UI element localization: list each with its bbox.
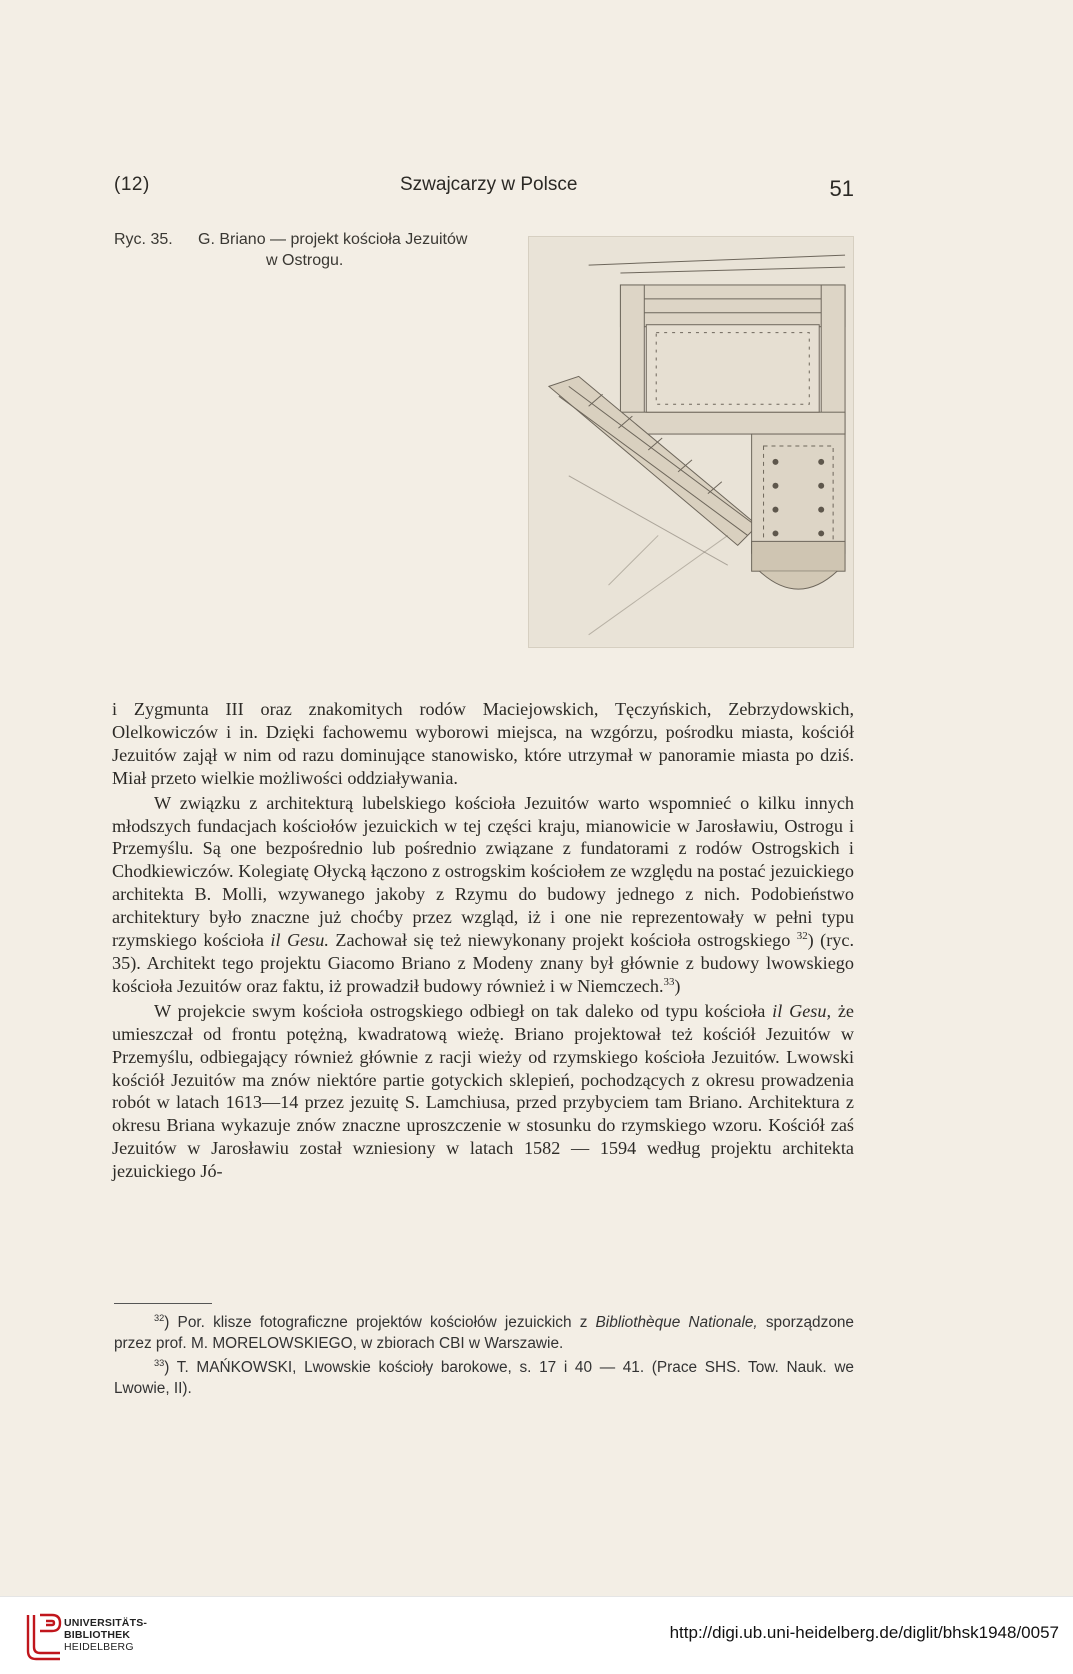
paragraph-3-italic: il Gesu, [772,1000,832,1021]
running-title: Szwajcarzy w Polsce [400,174,578,195]
footnote-rule [114,1303,212,1304]
paragraph-3-text-c: z racji wieży od rzymskiego kościoła Jezuitów. Lwowski kościół Jezuitów ma znów niektóre partie gotyckich sklepień, pochodzących z okresu prowadzenia robót w latach 1613—14 przez jezuitę S. Lamchiusa, przed przybyciem tam Briano. Architektura z okresu Briana wykazuje znów znaczne uproszczenie w stosunku do rzymskiego wzoru. Kościół zaś Jezuitów w Jarosławiu został wzniesiony w latach 1582 — 1594 według projektu architekta jezuickiego Jó- [112,1046,854,1182]
body-text [112,698,854,1183]
footnote-ref-33: 33 [663,975,675,988]
library-name-line-1: UNIVERSITÄTS- [64,1617,148,1629]
paragraph-3-text-b: że umieszczał od frontu potężną, kwadratową wieżę. Briano projektował też kościół Jezuitów w Przemyślu, odbiegający również głównie [112,1000,854,1067]
paragraph-2-italic: il Gesu. [270,930,329,951]
paragraph-2-text-c: ) (ryc. 35). Architekt tego projektu Giacomo Briano z Modeny znany był głównie z budowy lwowskiego kościoła Jezuitów oraz faktu, iż prowadził budowy również i w Niemczech. [112,930,854,996]
figure-number: Ryc. 35. [114,231,173,248]
paragraph-2-text-d: ) [674,975,681,996]
footnote-33-text: ) T. MAŃKOWSKI, Lwowskie kościoły barokowe, s. 17 i 40 — 41. (Prace SHS. Tow. Nauk. we Lwowie, II). [114,1359,854,1397]
paragraph-2-text: W związku z architekturą lubelskiego kościoła Jezuitów warto wspomnieć o kilku innych młodszych fundacjach kościołów jezuickich w tej części kraju, mianowicie w Jarosławiu, Ostrogu i Przemyślu. Są one bezpośrednio lub pośrednio związane z fundatorami z rodów Ostrogskich i Chodkiewiczów. Kolegiatę Ołycką łączono z ostrogskim kościołem ze względu na postać jezuickiego architekta B. Molli, wzywanego jakoby z Rzymu do budowy jednego z nich. Podobieństwo architektury było znaczne już choćby przez wzgląd, iż i one nie reprezentowały w pełni typu rzymskiego kościoła [112,792,854,951]
library-name [64,1617,147,1653]
footnote-32 [114,1312,854,1354]
library-logo-icon [22,1611,66,1663]
footnote-33-number: 33 [154,1357,165,1368]
footnote-32-italic: Bibliothèque Nationale, [595,1314,758,1331]
footnote-32-text-b: sporządzone przez prof. M. MORELOWSKIEGO, w zbiorach CBI w Warszawie. [114,1314,854,1352]
footnotes [114,1312,854,1399]
paragraph-3-text: W projekcie swym kościoła ostrogskiego odbiegł on tak daleko od typu kościoła [154,1000,766,1021]
library-name-line-2: BIBLIOTHEK [64,1629,131,1641]
church-plan-drawing [528,236,854,648]
paragraph-3 [112,1000,854,1183]
footnote-32-number: 32 [154,1312,165,1323]
paragraph-2-text-b: Zachował się też niewykonany projekt kościoła ostrogskiego [328,930,797,951]
paragraph-1: i Zygmunta III oraz znakomitych rodów Maciejowskich, Tęczyńskich, Zebrzydowskich, Olelkowiczów i in. Dzięki fachowemu wyborowi miejsca, na wzgórzu, pośrodku miasta, kościół Jezuitów zajął w nim od razu dominujące stanowisko, które utrzymał w panoramie miasta po dziś. Miał przeto wielkie możliwości oddziaływania. [112,699,854,788]
library-name-line-3: HEIDELBERG [64,1641,134,1653]
floor-plan-illustration [529,237,853,647]
footnote-33 [114,1357,854,1399]
permalink-url[interactable]: http://digi.ub.uni-heidelberg.de/diglit/bhsk1948/0057 [669,1623,1059,1642]
running-header [114,174,854,204]
figure-caption [114,229,514,271]
paragraph-2 [112,792,854,998]
page-number: 51 [829,176,854,201]
caption-line-2: w Ostrogu. [266,252,344,269]
footnote-32-text: ) Por. klisze fotograficzne projektów kościołów jezuickich z [164,1314,596,1331]
caption-line-1: G. Briano — projekt kościoła Jezuitów [198,231,468,248]
viewer-footer [0,1596,1073,1674]
section-number: (12) [114,174,150,195]
footnote-ref-32: 32 [796,930,808,942]
